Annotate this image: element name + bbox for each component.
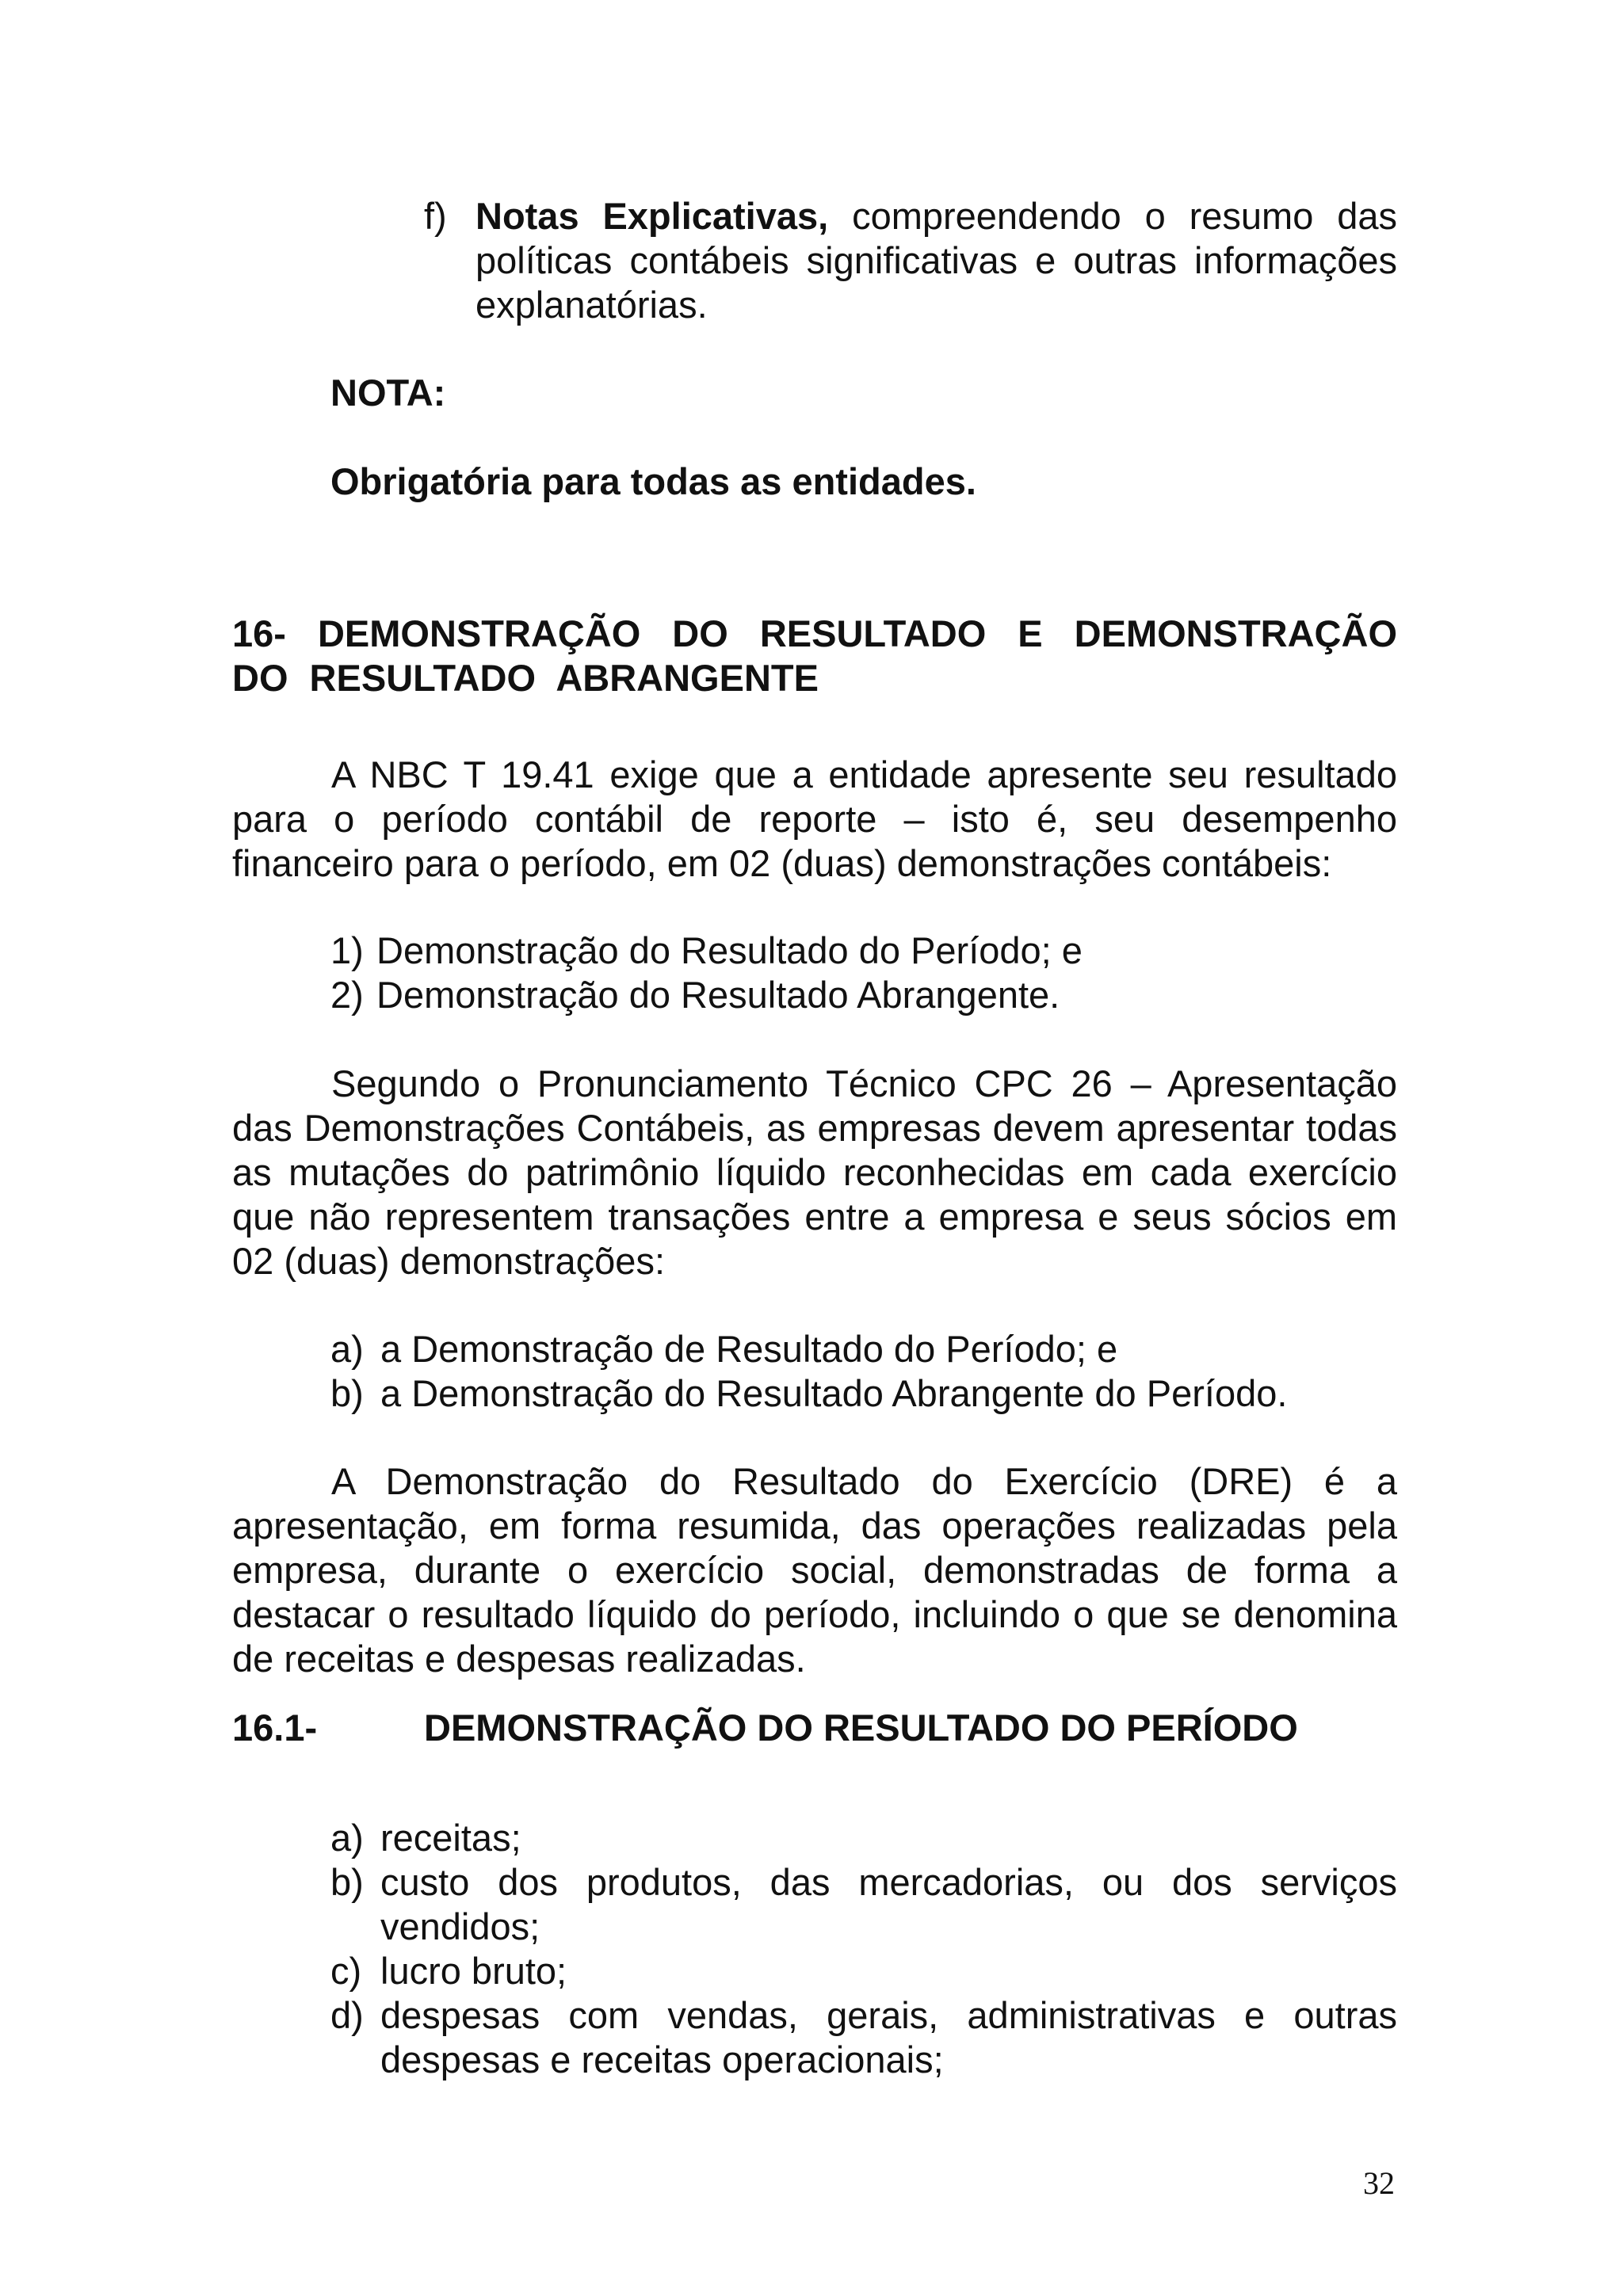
section-16-intro: A NBC T 19.41 exige que a entidade apresente seu resultado para o período contábil de reporte – isto é, seu desempenho financeiro para o período, em 02 (duas) demonstrações contábeis: [232, 753, 1397, 884]
list-item-text: a Demonstração de Resultado do Período; e [380, 1328, 1118, 1370]
list-item-text: receitas; [380, 1817, 521, 1859]
list-item-text: Demonstração do Resultado do Período; e [376, 929, 1083, 971]
section-16-paragraph-3: A Demonstração do Resultado do Exercício (DRE) é a apresentação, em forma resumida, das operações realizadas pela empresa, durante o exercício social, demonstradas de forma a destacar o resultado líquido do período, incluindo o que se denomina de receitas e despesas realizadas. [232, 1460, 1397, 1680]
item-f-text: compreendendo o resumo das políticas contábeis significativas e outras informações explanatórias. [475, 195, 1397, 326]
list-item-b [330, 1860, 1397, 1949]
list-item-text: custo dos produtos, das mercadorias, ou dos serviços vendidos; [380, 1861, 1397, 1947]
list-marker: 2) [330, 974, 364, 1016]
list-item-d [330, 1993, 1397, 2082]
list-item-1 [330, 929, 1443, 973]
list-item-2 [330, 973, 1443, 1017]
section-16-1-number: 16.1- [232, 1707, 318, 1749]
section-16-1-title: DEMONSTRAÇÃO DO RESULTADO DO PERÍODO [424, 1707, 1298, 1749]
list-item-b [330, 1371, 1447, 1416]
list-marker: 1) [330, 929, 364, 971]
list-item-a [330, 1816, 1447, 1860]
list-marker: b) [330, 1372, 364, 1414]
list-item-a [330, 1327, 1447, 1371]
page-number: 32 [1363, 2165, 1395, 2201]
list-marker: a) [330, 1817, 364, 1859]
list-item-text: despesas com vendas, gerais, administrativas e outras despesas e receitas operacionais; [380, 1994, 1397, 2081]
list-marker: a) [330, 1328, 364, 1370]
list-item-c [330, 1949, 1447, 1993]
list-marker: b) [330, 1861, 364, 1903]
list-item-text: lucro bruto; [380, 1950, 567, 1992]
section-16-heading: 16- DEMONSTRAÇÃO DO RESULTADO E DEMONSTRAÇÃO DO RESULTADO ABRANGENTE [232, 612, 1397, 699]
nota-text: Obrigatória para todas as entidades. [330, 460, 976, 502]
item-f-bold-term: Notas Explicativas, [475, 195, 829, 237]
list-marker: f) [424, 195, 447, 237]
list-marker: d) [330, 1994, 364, 2036]
list-item-f [424, 194, 1397, 327]
list-item-text: a Demonstração do Resultado Abrangente do Período. [380, 1372, 1288, 1414]
list-item-text: Demonstração do Resultado Abrangente. [376, 974, 1060, 1016]
list-marker: c) [330, 1950, 362, 1992]
nota-label: NOTA: [330, 372, 446, 414]
section-16-paragraph-2: Segundo o Pronunciamento Técnico CPC 26 – Apresentação das Demonstrações Contábeis, as empresas devem apresentar todas as mutações do patrimônio líquido reconhecidas em cada exercício que não representem transações entre a empresa e seus sócios em 02 (duas) demonstrações: [232, 1062, 1397, 1282]
